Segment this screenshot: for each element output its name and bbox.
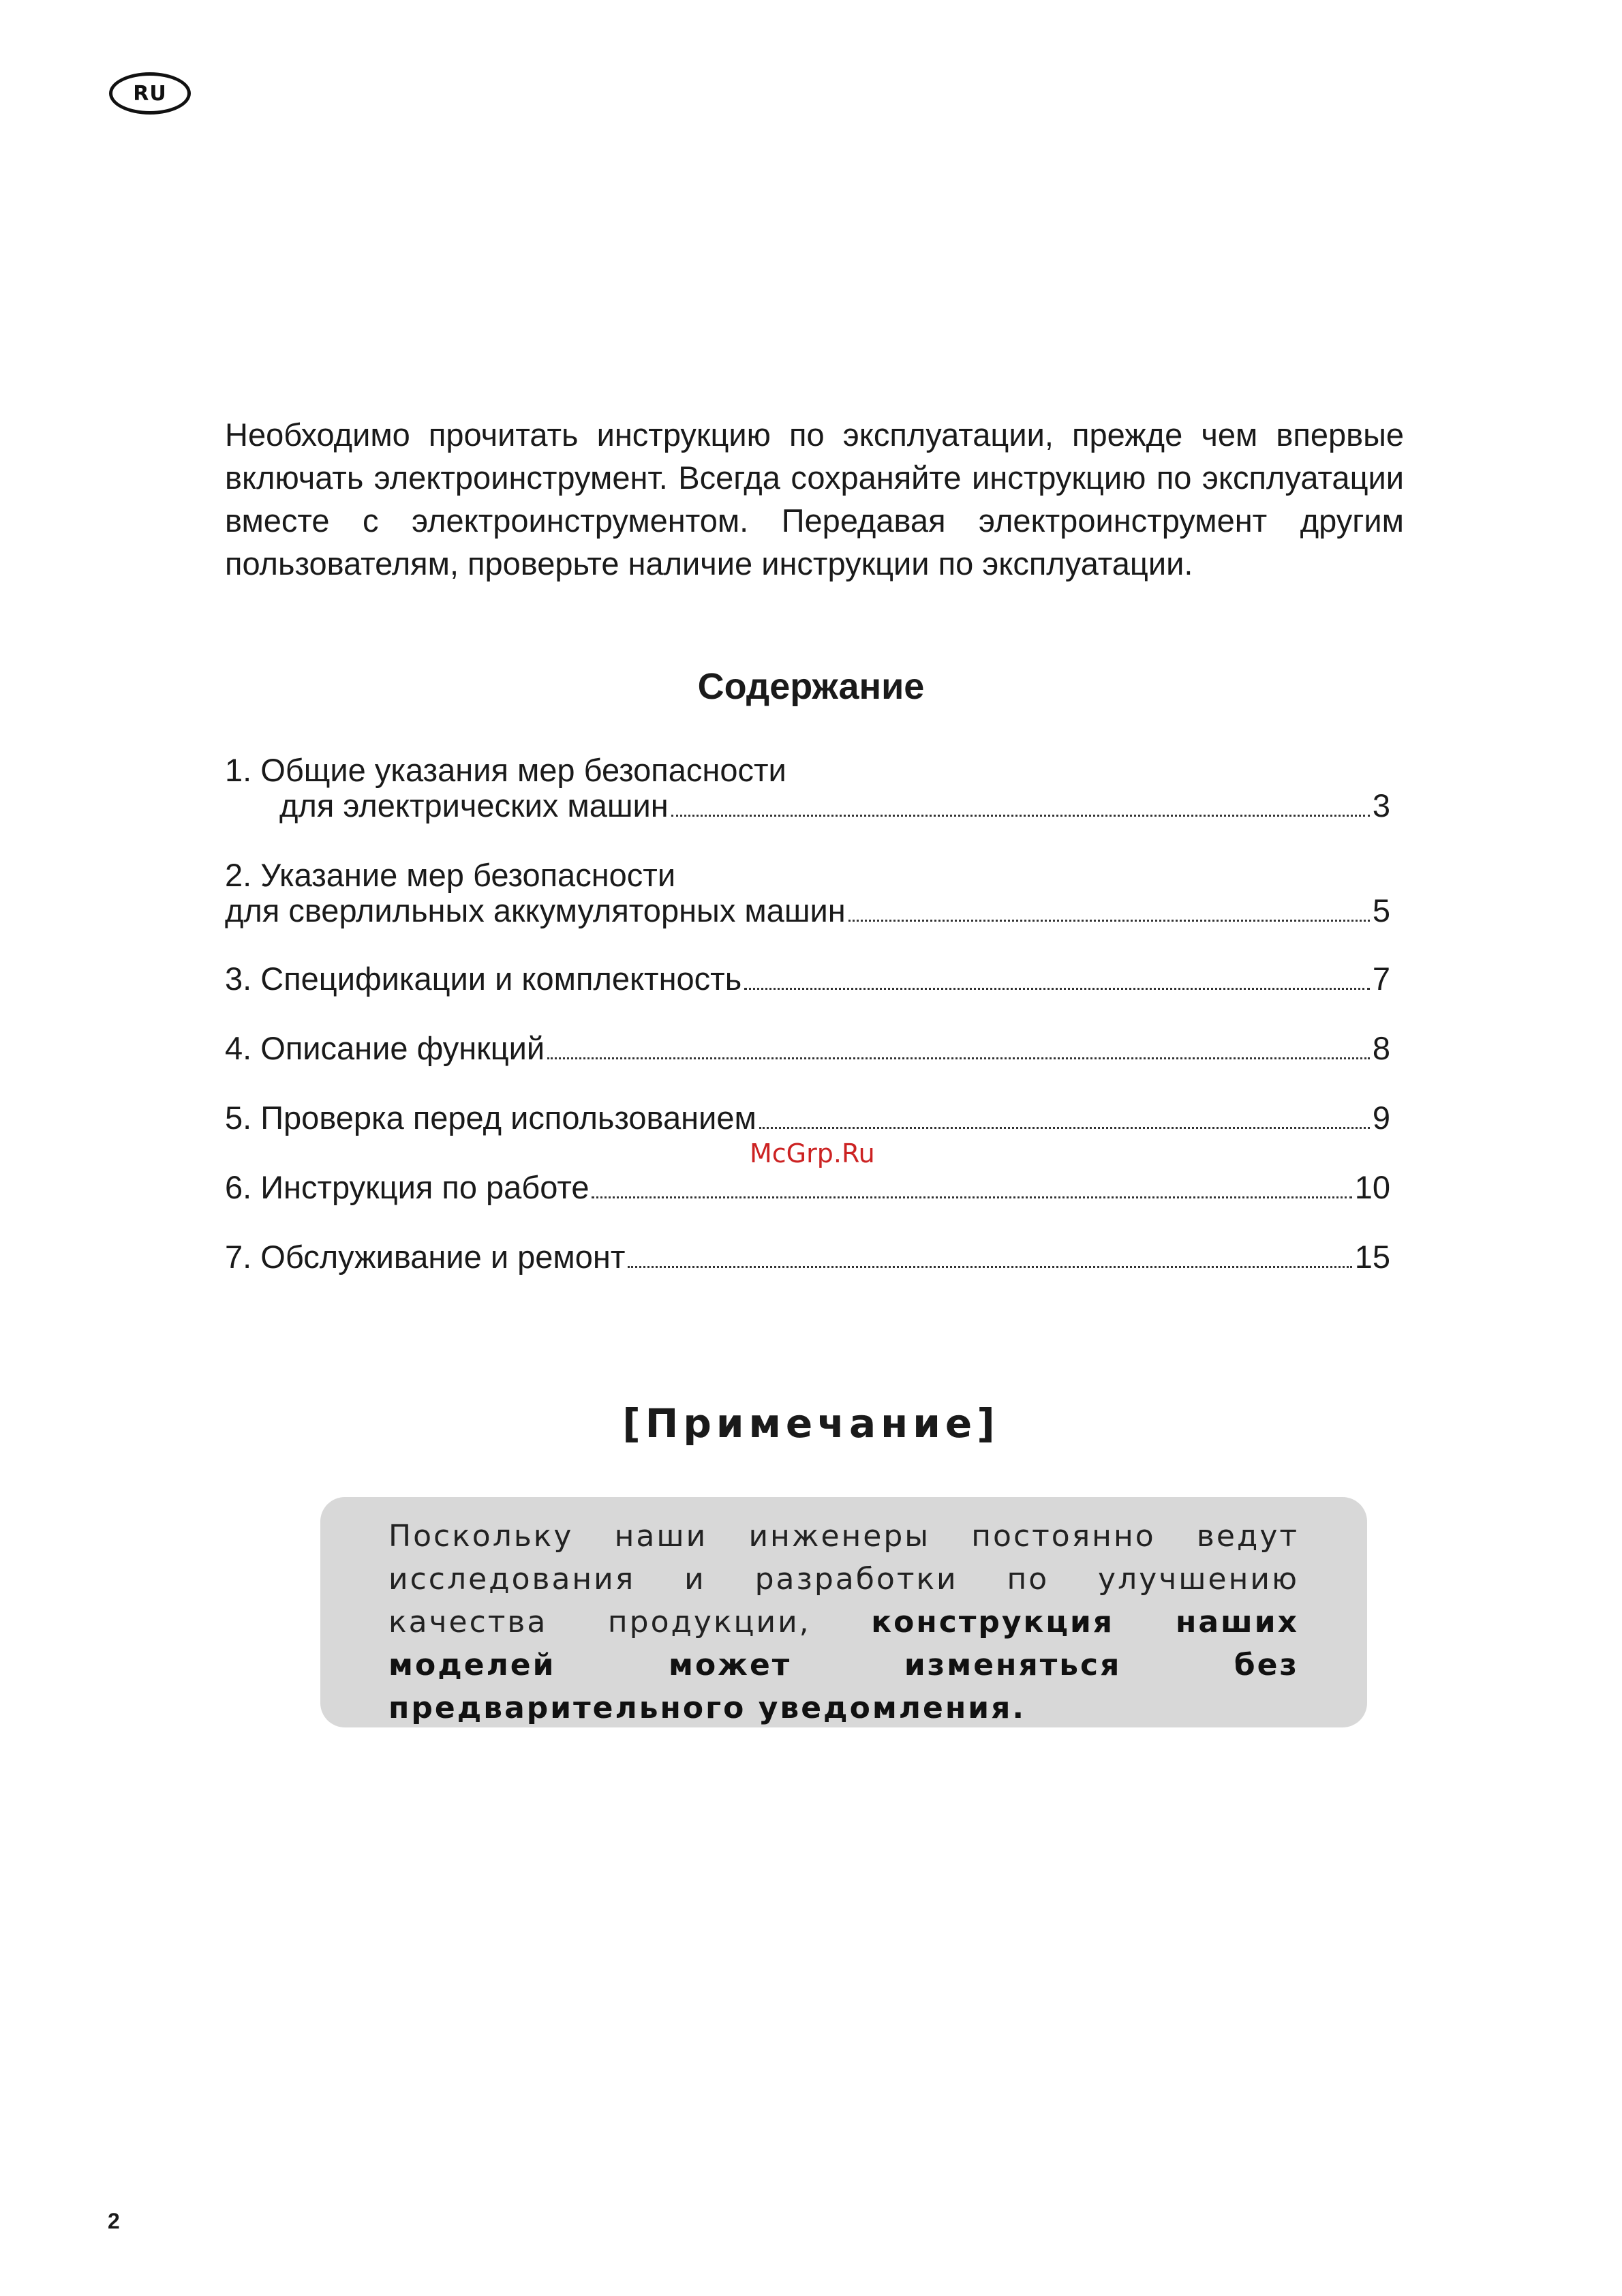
- toc-item-label: 1. Общие указания мер безопасности: [225, 752, 786, 788]
- toc-item-label: 4. Описание функций: [225, 1030, 545, 1066]
- toc-item-page: 7: [1372, 961, 1390, 997]
- toc-item-label: 3. Спецификации и комплектность: [225, 961, 742, 997]
- toc-item-2[interactable]: [225, 858, 1390, 928]
- toc-item-page: 15: [1354, 1239, 1390, 1275]
- toc-item-page: 10: [1354, 1169, 1390, 1205]
- toc-item-page: 8: [1372, 1030, 1390, 1066]
- dot-leader: [592, 1196, 1351, 1198]
- toc-item-5[interactable]: [225, 1100, 1390, 1136]
- toc-item-label: 6. Инструкция по работе: [225, 1169, 590, 1205]
- note-text-bold: конструкция наших моделей может изменяться без предварительного уведомления.: [388, 1605, 1299, 1725]
- note-box: [320, 1497, 1367, 1727]
- toc-item-1[interactable]: [225, 753, 1390, 824]
- toc-item-page: 3: [1372, 787, 1390, 824]
- toc-item-label: 7. Обслуживание и ремонт: [225, 1239, 626, 1275]
- page-number: 2: [108, 2209, 120, 2233]
- toc-item-label-cont: для электрических машин: [279, 787, 669, 824]
- watermark: McGrp.Ru: [750, 1138, 875, 1168]
- note-title: [Примечание]: [622, 1400, 1000, 1447]
- language-badge: RU: [109, 72, 191, 115]
- toc-title: Содержание: [697, 666, 925, 707]
- toc-item-label: 5. Проверка перед использованием: [225, 1100, 756, 1136]
- note-text: [388, 1515, 1299, 1729]
- dot-leader: [744, 988, 1370, 990]
- dot-leader: [628, 1266, 1351, 1268]
- toc-item-page: 9: [1372, 1100, 1390, 1136]
- toc-item-4[interactable]: [225, 1031, 1390, 1066]
- note-text-plain: Поскольку наши инженеры постоянно ведут исследования и разработки по улучшению качества продукции,: [388, 1519, 1299, 1640]
- dot-leader: [671, 815, 1370, 817]
- toc-item-page: 5: [1372, 892, 1390, 928]
- toc-item-label-cont: для сверлильных аккумуляторных машин: [225, 892, 846, 928]
- dot-leader: [848, 920, 1370, 922]
- intro-paragraph: Необходимо прочитать инструкцию по эксплуатации, прежде чем впервые включать электроинструмент. Всегда сохраняйте инструкцию по эксплуатации вместе с электроинструментом. Передавая электроинструмент другим пользователям, проверьте наличие инструкции по эксплуатации.: [225, 417, 1404, 581]
- toc-item-label: 2. Указание мер безопасности: [225, 857, 676, 893]
- toc-item-6[interactable]: [225, 1170, 1390, 1205]
- dot-leader: [759, 1127, 1370, 1129]
- toc-item-7[interactable]: [225, 1239, 1390, 1275]
- dot-leader: [547, 1057, 1370, 1059]
- toc-item-3[interactable]: [225, 961, 1390, 997]
